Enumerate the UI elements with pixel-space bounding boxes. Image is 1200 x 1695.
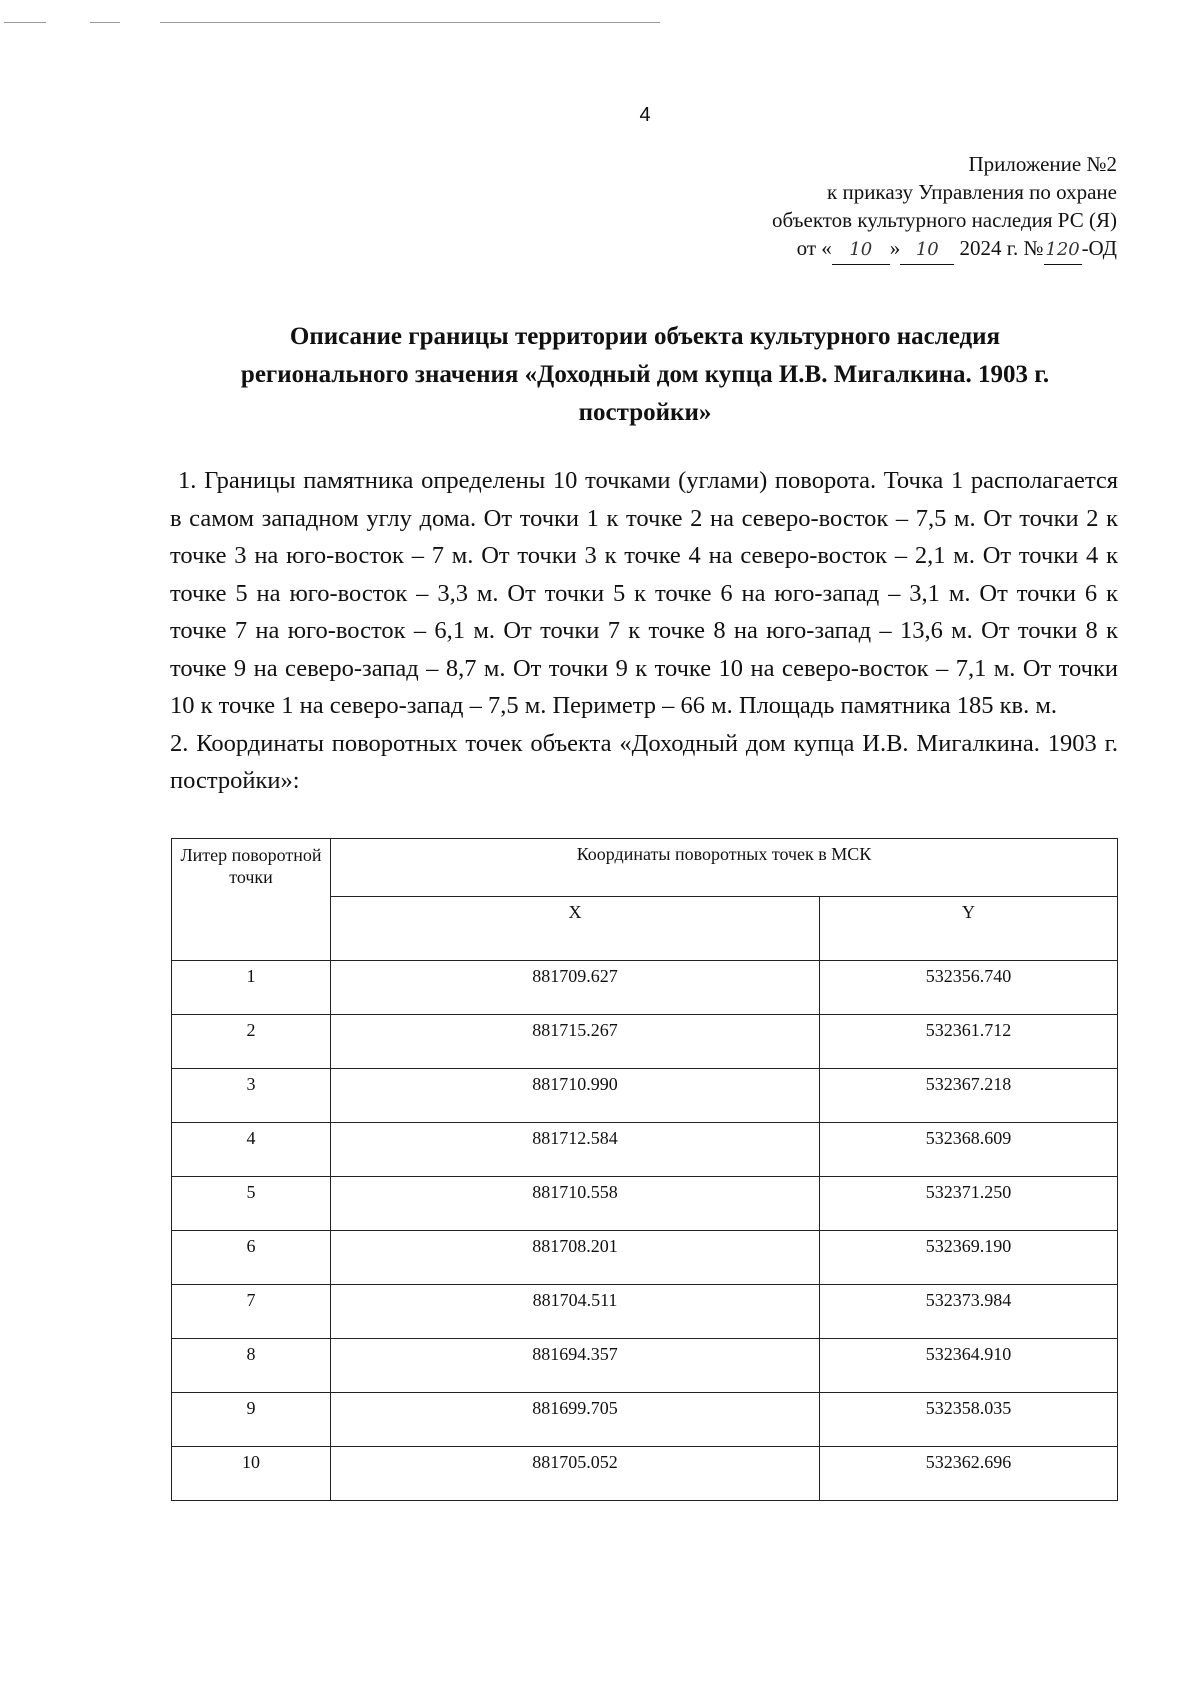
cell-point: 10 [172,1447,331,1501]
table-row [172,1069,1118,1123]
date-mid: » [889,236,901,260]
table-header-row-1 [172,839,1118,897]
table-body [172,961,1118,1501]
cell-y: 532371.250 [820,1177,1118,1231]
cell-y: 532358.035 [820,1393,1118,1447]
header-liter: Литер поворотной точки [172,839,331,961]
header-y: Y [820,897,1118,961]
cell-y: 532362.696 [820,1447,1118,1501]
cell-x: 881708.201 [331,1231,820,1285]
date-year: 2024 г. № [954,236,1044,260]
table-row [172,1015,1118,1069]
table-row [172,1231,1118,1285]
cell-y: 532367.218 [820,1069,1118,1123]
table-row [172,1447,1118,1501]
header-x: X [331,897,820,961]
coordinates-table [171,838,1118,1501]
cell-point: 1 [172,961,331,1015]
cell-x: 881710.558 [331,1177,820,1231]
cell-point: 5 [172,1177,331,1231]
cell-x: 881704.511 [331,1285,820,1339]
header-coordinates: Координаты поворотных точек в МСК [331,839,1118,897]
cell-point: 8 [172,1339,331,1393]
title-line-1: Описание границы территории объекта культурного наследия [289,323,1001,350]
document-title [170,318,1120,432]
appendix-date-line [772,234,1117,265]
table-row [172,1285,1118,1339]
cell-point: 7 [172,1285,331,1339]
cell-y: 532364.910 [820,1339,1118,1393]
page-number: 4 [639,104,651,126]
cell-x: 881709.627 [331,961,820,1015]
cell-point: 3 [172,1069,331,1123]
date-prefix: от « [796,236,832,260]
date-month-handwritten: 10 [900,236,954,265]
cell-x: 881705.052 [331,1447,820,1501]
table-row [172,1177,1118,1231]
cell-point: 6 [172,1231,331,1285]
title-line-3: постройки» [578,399,712,426]
table-row [172,1393,1118,1447]
date-day-handwritten: 10 [832,236,890,265]
order-suffix: -ОД [1081,236,1117,260]
cell-y: 532361.712 [820,1015,1118,1069]
table-row [172,1339,1118,1393]
table-row [172,1123,1118,1177]
cell-point: 9 [172,1393,331,1447]
cell-point: 4 [172,1123,331,1177]
appendix-line-3: объектов культурного наследия РС (Я) [772,208,1117,232]
scan-artifact-lines [0,22,700,24]
table-row [172,961,1118,1015]
appendix-header [772,150,1117,265]
cell-x: 881715.267 [331,1015,820,1069]
cell-x: 881710.990 [331,1069,820,1123]
paragraph-1: 1. Границы памятника определены 10 точками (углами) поворота. Точка 1 располагается в самом западном углу дома. От точки 1 к точке 2 на северо-восток – 7,5 м. От точки 2 к точке 3 на юго-восток – 7 м. От точки 3 к точке 4 на северо-восток – 2,1 м. От точки 4 к точке 5 на юго-восток – 3,3 м. От точки 5 к точке 6 на юго-запад – 3,1 м. От точки 6 к точке 7 на юго-восток – 6,1 м. От точки 7 к точке 8 на юго-запад – 13,6 м. От точки 8 к точке 9 на северо-запад – 8,7 м. От точки 9 к точке 10 на северо-восток – 7,1 м. От точки 10 к точке 1 на северо-запад – 7,5 м. Периметр – 66 м. Площадь памятника 185 кв. м. [170,467,1118,719]
cell-x: 881699.705 [331,1393,820,1447]
cell-y: 532369.190 [820,1231,1118,1285]
cell-x: 881694.357 [331,1339,820,1393]
cell-x: 881712.584 [331,1123,820,1177]
title-line-2: регионального значения «Доходный дом купца И.В. Мигалкина. 1903 г. [240,361,1050,388]
cell-y: 532356.740 [820,961,1118,1015]
cell-y: 532368.609 [820,1123,1118,1177]
body-text [170,462,1118,800]
paragraph-2: 2. Координаты поворотных точек объекта «Доходный дом купца И.В. Мигалкина. 1903 г. постройки»: [170,729,1118,794]
cell-point: 2 [172,1015,331,1069]
cell-y: 532373.984 [820,1285,1118,1339]
order-number-handwritten: 120 [1044,236,1082,265]
appendix-line-2: к приказу Управления по охране [827,180,1117,204]
appendix-line-1: Приложение №2 [968,152,1117,176]
